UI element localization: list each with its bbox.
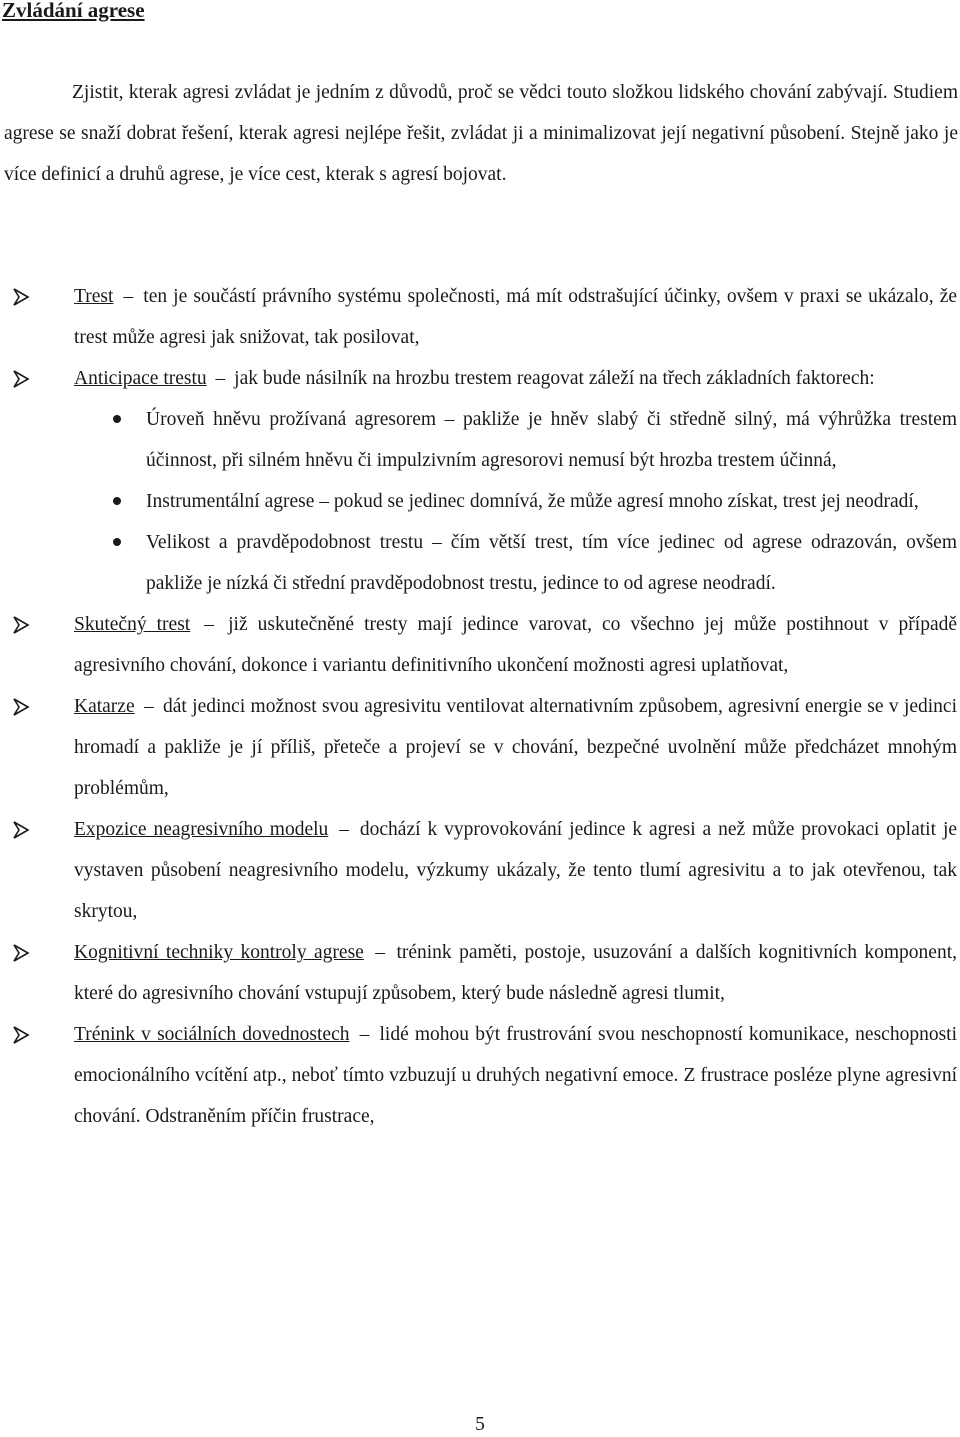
- bullet-dot-icon: [113, 497, 121, 505]
- list-item-description: trénink paměti, postoje, usuzování a dalších kognitivních komponent, které do agresivního chování vstupují způsobem, který bude následně agresi tlumit,: [74, 942, 958, 1004]
- list-item-dash: –: [359, 1024, 370, 1045]
- arrowhead-icon: [12, 288, 30, 306]
- sub-list-item-text: Instrumentální agrese – pokud se jedinec domnívá, že může agresí mnoho získat, trest jej neodradí,: [146, 491, 919, 512]
- list-item: [0, 932, 960, 1014]
- sub-list-item: [0, 399, 960, 481]
- list-item-dash: –: [204, 614, 215, 635]
- list-item-description: lidé mohou být frustrování svou neschopností komunikace, neschopnosti emocionálního vcítění atp., neboť tímto vzbuzují u druhých negativní emoce. Z frustrace posléze plyne agresivní chování. Odstraněním příčin frustrace,: [74, 1024, 958, 1127]
- sub-list: [0, 399, 960, 604]
- list-item: [0, 809, 960, 932]
- intro-paragraph: Zjistit, kterak agresi zvládat je jedním z důvodů, proč se vědci touto složkou lidského chování zabývají. Studiem agrese se snaží dobrat řešení, kterak agresi nejlépe řešit, zvládat ji a minimalizovat její negativní působení. Stejně jako je více definicí a druhů agrese, je více cest, kterak s agresí bojovat.: [4, 82, 958, 185]
- section-heading: Zvládání agrese: [2, 0, 145, 22]
- list-item: [0, 1014, 960, 1137]
- bullet-dot-icon: [113, 538, 121, 546]
- list-item-text: [74, 604, 957, 686]
- list-item-term: Katarze: [74, 696, 135, 717]
- list-item-dash: –: [123, 286, 134, 307]
- list-item-text: [74, 1014, 957, 1137]
- list-item-description: dochází k vyprovokování jedince k agresi a než může provokaci oplatit je vystaven působení neagresivního modelu, výzkumy ukázaly, že tento tlumí agresivitu a to jak otevřenou, tak skrytou,: [74, 819, 958, 922]
- list-item-dash: –: [375, 942, 386, 963]
- arrowhead-icon: [12, 698, 30, 716]
- arrowhead-icon: [12, 1026, 30, 1044]
- sub-list-item: [0, 481, 960, 522]
- list-item-term: Anticipace trestu: [74, 368, 207, 389]
- list-item-text: [74, 809, 957, 932]
- list-item-description: již uskutečněné tresty mají jedince varovat, co všechno jej může postihnout v případě agresivního chování, dokonce i variantu definitivního ukončení možnosti agresi uplatňovat,: [74, 614, 958, 676]
- list-item-text: [74, 686, 957, 809]
- list-item-dash: –: [339, 819, 349, 840]
- list-item-term: Kognitivní techniky kontroly agrese: [74, 942, 364, 963]
- arrowhead-icon: [12, 370, 30, 388]
- list-item-description: ten je součástí právního systému společnosti, má mít odstrašující účinky, ovšem v praxi se ukázalo, že trest může agresi jak snižovat, tak posilovat,: [74, 286, 958, 348]
- page-number: 5: [475, 1414, 485, 1435]
- list-item: [0, 686, 960, 809]
- list-item-term: Trénink v sociálních dovednostech: [74, 1024, 350, 1045]
- list-item-text: [74, 276, 957, 358]
- bullet-dot-icon: [113, 415, 121, 423]
- list-item-description: jak bude násilník na hrozbu trestem reagovat záleží na třech základních faktorech:: [234, 368, 875, 389]
- list-item-dash: –: [143, 696, 154, 717]
- list-item: [0, 276, 960, 358]
- list-item: [0, 358, 960, 604]
- list-item-text: [74, 358, 957, 399]
- list-item-dash: –: [215, 368, 226, 389]
- sub-list-item-text: Úroveň hněvu prožívaná agresorem – pakliže je hněv slabý či středně silný, má výhrůžka trestem účinnost, při silném hněvu či impulzivním agresorovi nemusí být hrozba trestem účinná,: [146, 409, 957, 471]
- list-item-term: Skutečný trest: [74, 614, 191, 635]
- list-item-term: Expozice neagresivního modelu: [74, 819, 329, 840]
- strategy-list: [0, 276, 960, 1137]
- arrowhead-icon: [12, 944, 30, 962]
- arrowhead-icon: [12, 821, 30, 839]
- list-item: [0, 604, 960, 686]
- list-item-description: dát jedinci možnost svou agresivitu ventilovat alternativním způsobem, agresivní energie se v jedinci hromadí a pakliže je jí příliš, přeteče a projeví se v chování, bezpečné uvolnění může předcházet mnohým problémům,: [74, 696, 958, 799]
- sub-list-item-text: Velikost a pravděpodobnost trestu – čím větší trest, tím více jedinec od agrese odrazován, ovšem pakliže je nízká či střední pravděpodobnost trestu, jedince to od agrese neodradí.: [146, 532, 957, 594]
- sub-list-item: [0, 522, 960, 604]
- list-item-term: Trest: [74, 286, 114, 307]
- list-item-text: [74, 932, 957, 1014]
- arrowhead-icon: [12, 616, 30, 634]
